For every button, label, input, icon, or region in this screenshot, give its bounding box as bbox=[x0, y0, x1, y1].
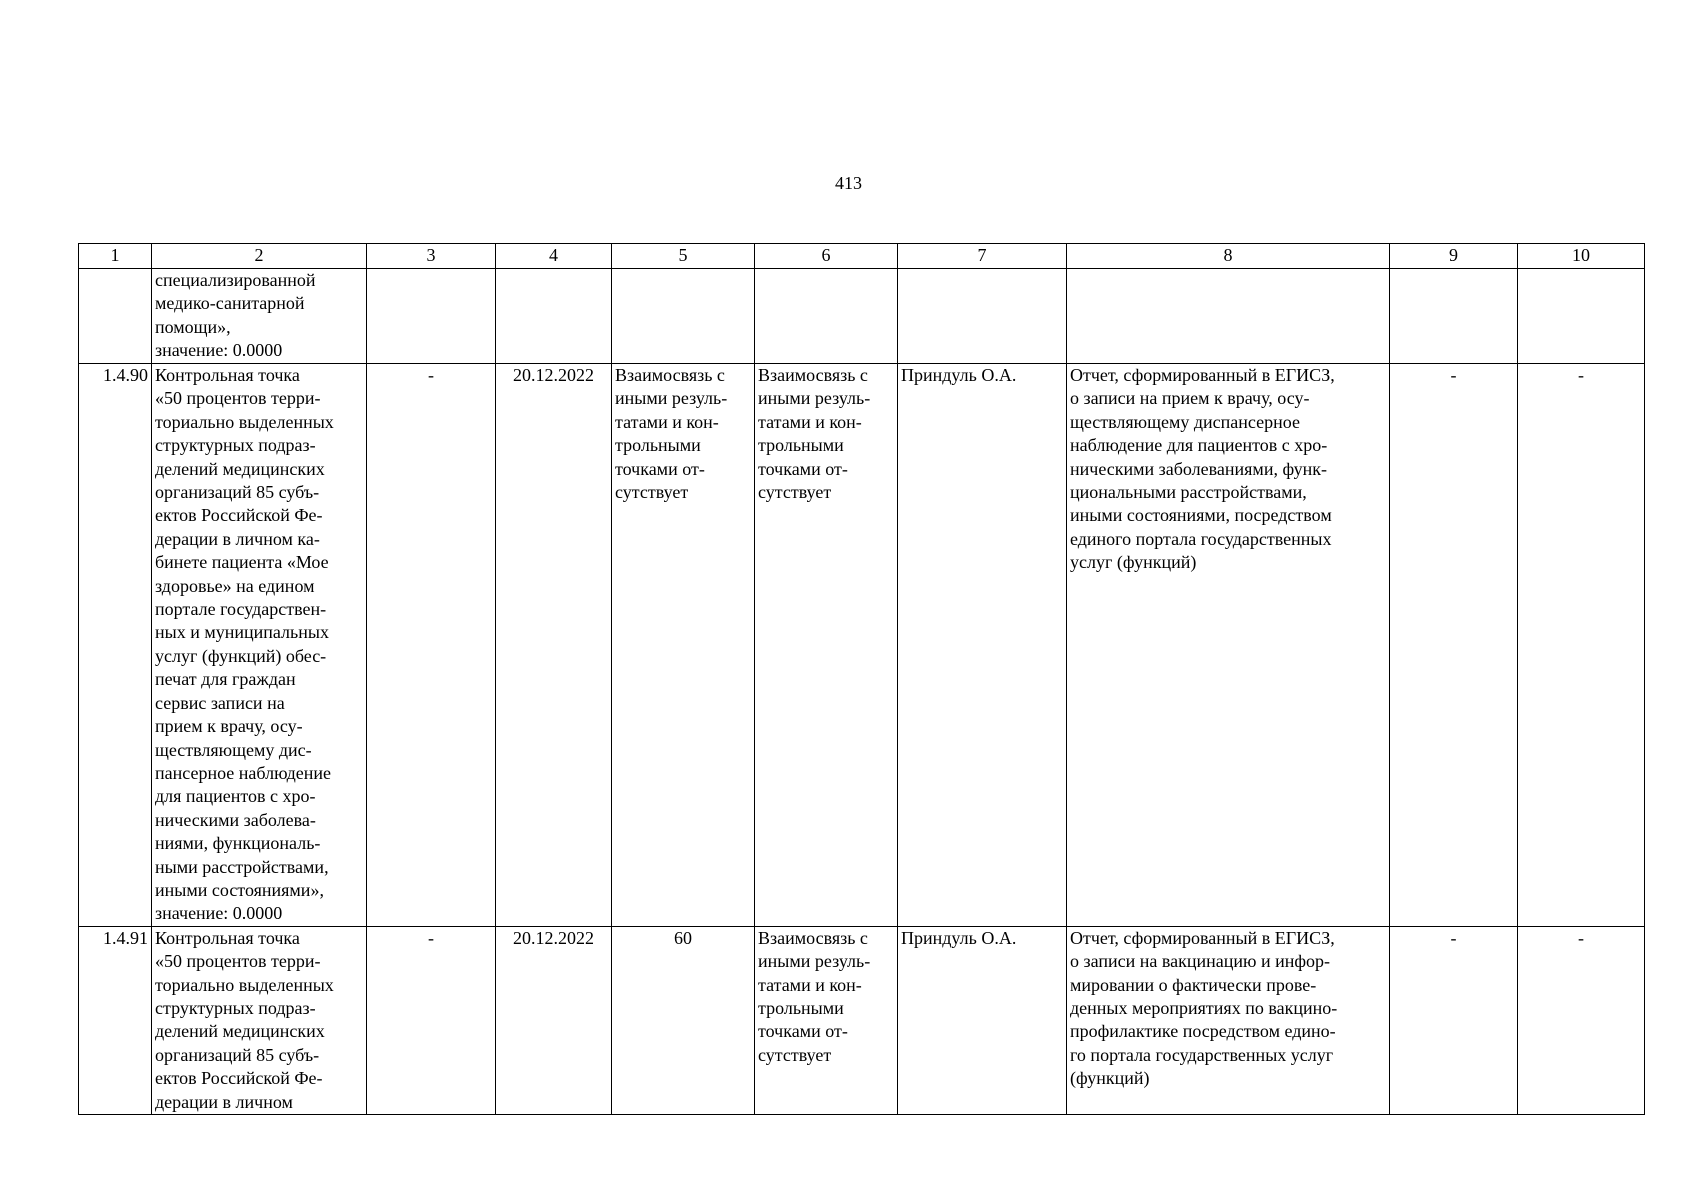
cell-col9 bbox=[1390, 269, 1518, 364]
cell-date: 20.12.2022 bbox=[496, 364, 612, 927]
cell-document bbox=[1067, 269, 1390, 364]
column-header: 3 bbox=[367, 244, 496, 269]
column-header: 9 bbox=[1390, 244, 1518, 269]
table-row bbox=[79, 364, 1645, 927]
page-number: 413 bbox=[835, 173, 862, 193]
cell-description: специализированной медико-санитарной помощи», значение: 0.0000 bbox=[152, 269, 367, 364]
column-header: 10 bbox=[1518, 244, 1645, 269]
cell-col9: - bbox=[1390, 926, 1518, 1114]
cell-col10: - bbox=[1518, 926, 1645, 1114]
cell-document: Отчет, сформированный в ЕГИСЗ, о записи на вакцинацию и инфор- мировании о фактически прове- денных мероприятиях по вакцино- профилактике посредством едино- го портала государственных услуг (функций) bbox=[1067, 926, 1390, 1114]
cell-col6: Взаимосвязь с иными резуль- татами и кон- трольными точками от- сутствует bbox=[755, 926, 898, 1114]
cell-number: 1.4.90 bbox=[79, 364, 152, 927]
cell-date: 20.12.2022 bbox=[496, 926, 612, 1114]
cell-description: Контрольная точка «50 процентов терри- ториально выделенных структурных подраз- делений медицинских организаций 85 субъ- ектов Российской Фе- дерации в личном bbox=[152, 926, 367, 1114]
column-header: 1 bbox=[79, 244, 152, 269]
cell-col3 bbox=[367, 269, 496, 364]
cell-col3: - bbox=[367, 364, 496, 927]
column-header: 8 bbox=[1067, 244, 1390, 269]
column-header: 2 bbox=[152, 244, 367, 269]
cell-col9: - bbox=[1390, 364, 1518, 927]
cell-description: Контрольная точка «50 процентов терри- ториально выделенных структурных подраз- делений медицинских организаций 85 субъ- ектов Российской Фе- дерации в личном ка- бинете пациента «Мое здоровье» на едином портале государствен- ных и муниципальных услуг (функций) обес- печат для граждан сервис записи на прием к врачу, осу- ществляющему дис- пансерное наблюдение для пациентов с хро- ническими заболева- ниями, функциональ- ными расстройствами, иными состояниями», значение: 0.0000 bbox=[152, 364, 367, 927]
cell-col6 bbox=[755, 269, 898, 364]
column-header: 5 bbox=[612, 244, 755, 269]
cell-responsible: Приндуль О.А. bbox=[898, 926, 1067, 1114]
cell-col5 bbox=[612, 269, 755, 364]
cell-col3: - bbox=[367, 926, 496, 1114]
cell-col5: Взаимосвязь с иными резуль- татами и кон- трольными точками от- сутствует bbox=[612, 364, 755, 927]
table-row bbox=[79, 269, 1645, 364]
cell-number: 1.4.91 bbox=[79, 926, 152, 1114]
cell-responsible: Приндуль О.А. bbox=[898, 364, 1067, 927]
cell-number bbox=[79, 269, 152, 364]
cell-col10: - bbox=[1518, 364, 1645, 927]
column-header: 4 bbox=[496, 244, 612, 269]
cell-date bbox=[496, 269, 612, 364]
cell-responsible bbox=[898, 269, 1067, 364]
table-header-row bbox=[79, 244, 1645, 269]
cell-col10 bbox=[1518, 269, 1645, 364]
cell-col6: Взаимосвязь с иными резуль- татами и кон- трольными точками от- сутствует bbox=[755, 364, 898, 927]
column-header: 7 bbox=[898, 244, 1067, 269]
plan-table bbox=[78, 243, 1645, 1115]
column-header: 6 bbox=[755, 244, 898, 269]
table-row bbox=[79, 926, 1645, 1114]
cell-document: Отчет, сформированный в ЕГИСЗ, о записи на прием к врачу, осу- ществляющему диспансерное наблюдение для пациентов с хро- ническими заболеваниями, функ- циональными расстройствами, иными состояниями, посредством единого портала государственных услуг (функций) bbox=[1067, 364, 1390, 927]
cell-col5: 60 bbox=[612, 926, 755, 1114]
